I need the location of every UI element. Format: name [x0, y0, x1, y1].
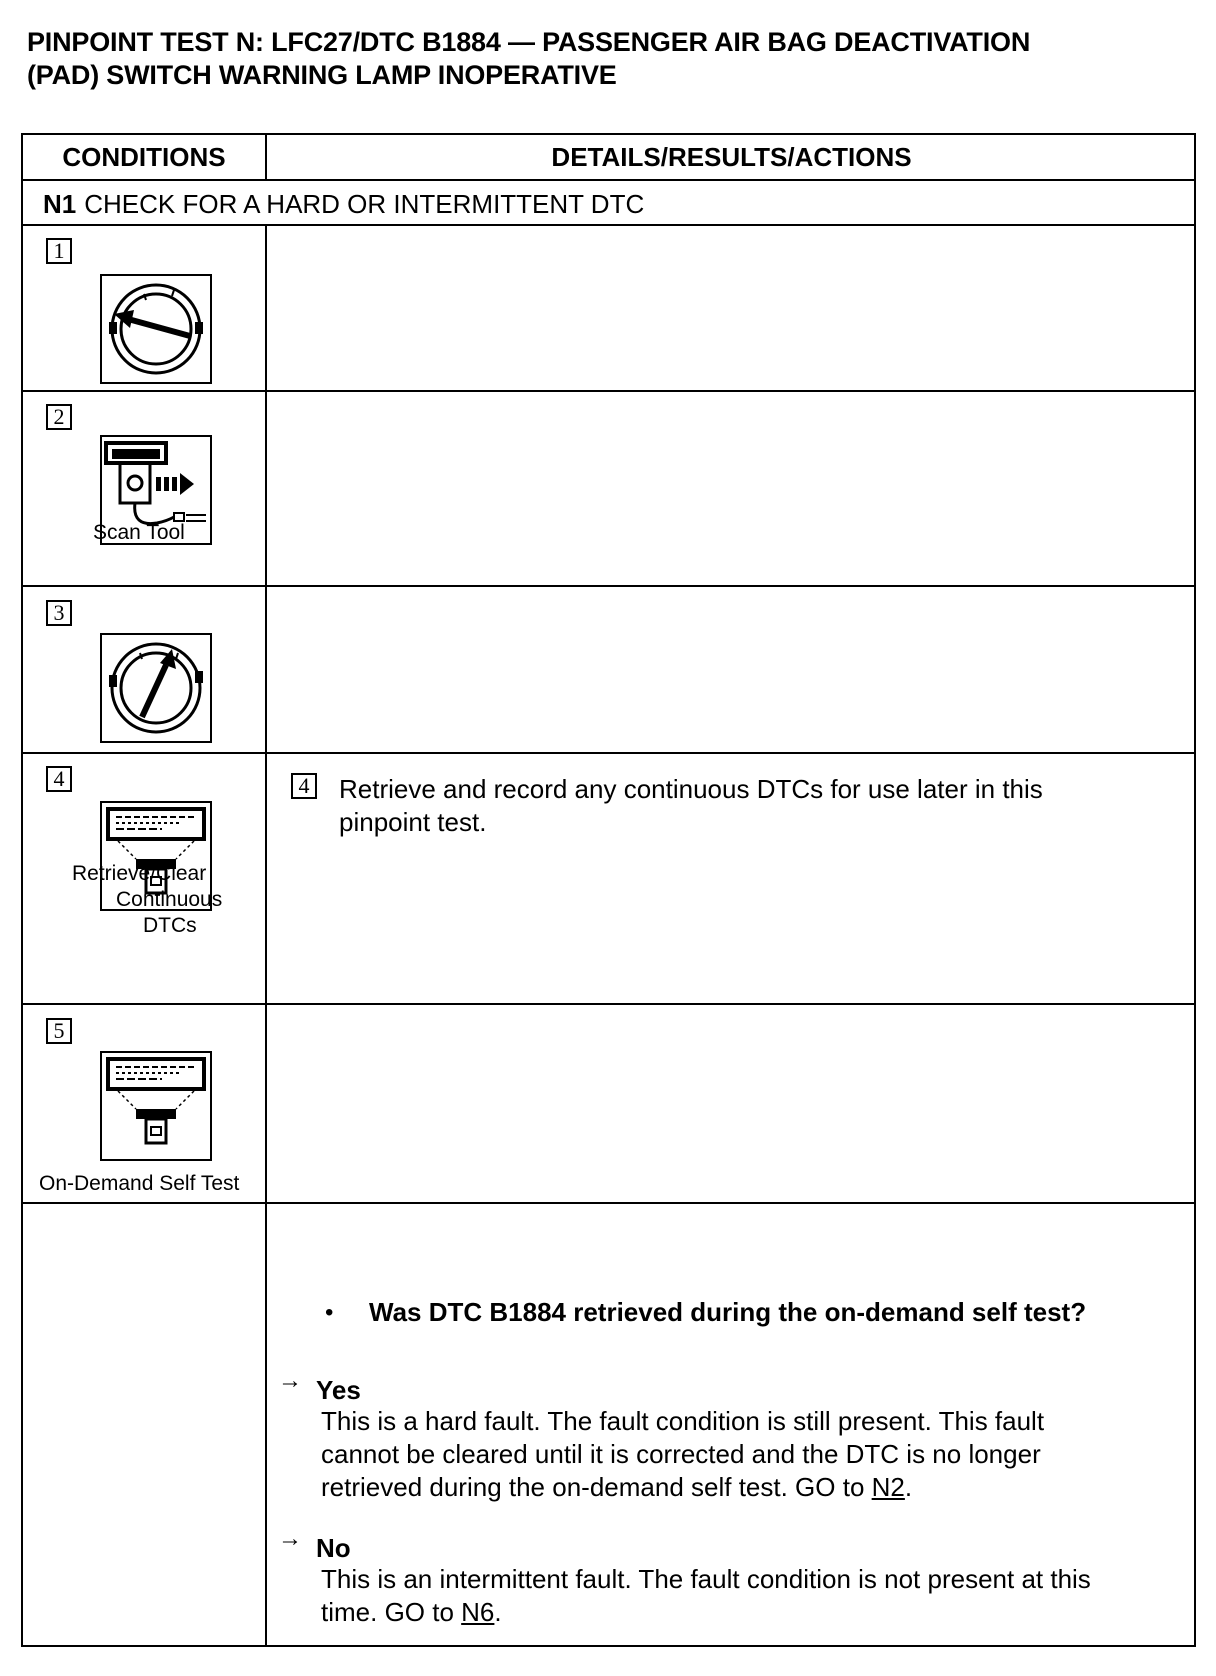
row-divider	[23, 1003, 1194, 1005]
step-number: 4	[46, 766, 72, 792]
step-4-detail: Retrieve and record any continuous DTCs for use later in this pinpoint test.	[339, 774, 1043, 837]
answer-no-body: This is an intermittent fault. The fault condition is not present at this time. GO to	[321, 1564, 1091, 1627]
on-demand-self-test-icon	[100, 1051, 212, 1161]
column-divider	[265, 225, 267, 1647]
section-text: CHECK FOR A HARD OR INTERMITTENT DTC	[84, 188, 645, 219]
detail-step-number: 4	[291, 773, 317, 799]
answer-yes-body: This is a hard fault. The fault condition is still present. This fault cannot be cleared until it is corrected and the DTC is no longer retrieved during the on-demand self test. GO to	[321, 1406, 1045, 1502]
goto-n2-link[interactable]: N2	[871, 1472, 905, 1502]
arrow-icon: →	[278, 1367, 302, 1394]
step-number: 2	[46, 404, 72, 430]
question-text: Was DTC B1884 retrieved during the on-demand self test?	[369, 1297, 1087, 1327]
row-divider	[23, 585, 1194, 587]
row-divider	[23, 1202, 1194, 1204]
answer-no-text: This is an intermittent fault. The fault condition is not present at this time. GO to N6.	[321, 1564, 1091, 1627]
row-divider	[23, 752, 1194, 754]
step-number: 5	[46, 1018, 72, 1044]
answer-yes-label: Yes	[316, 1375, 361, 1405]
step-caption: Scan Tool	[93, 521, 185, 544]
ignition-key-off-icon	[100, 274, 212, 384]
answer-no-label: No	[316, 1533, 351, 1563]
pinpoint-table	[21, 133, 1196, 1647]
ignition-key-on-icon	[100, 633, 212, 743]
step-caption: On-Demand Self Test	[39, 1172, 240, 1195]
section-id: N1	[43, 188, 77, 219]
arrow-icon: →	[278, 1525, 302, 1552]
conditions-header: CONDITIONS	[62, 141, 226, 172]
step-number: 3	[46, 600, 72, 626]
step-caption: Retrieve/Clear	[72, 862, 207, 885]
step-caption: Continuous	[116, 888, 223, 911]
answer-yes-text: This is a hard fault. The fault condition is still present. This fault cannot be cleared until it is corrected and the DTC is no longer retrieved during the on-demand self test. GO to N2.	[321, 1406, 1045, 1502]
section-title	[43, 182, 644, 226]
goto-n6-link[interactable]: N6	[461, 1597, 495, 1627]
row-divider	[23, 390, 1194, 392]
step-number: 1	[46, 238, 72, 264]
step-caption: DTCs	[143, 914, 197, 937]
title-line-2: (PAD) SWITCH WARNING LAMP INOPERATIVE	[27, 60, 617, 90]
title-line-1: PINPOINT TEST N: LFC27/DTC B1884 — PASSENGER AIR BAG DEACTIVATION	[27, 27, 1031, 57]
bullet-point: •	[325, 1299, 334, 1326]
page-title	[27, 26, 1147, 92]
details-header: DETAILS/RESULTS/ACTIONS	[551, 141, 912, 172]
row-divider	[23, 179, 1194, 181]
